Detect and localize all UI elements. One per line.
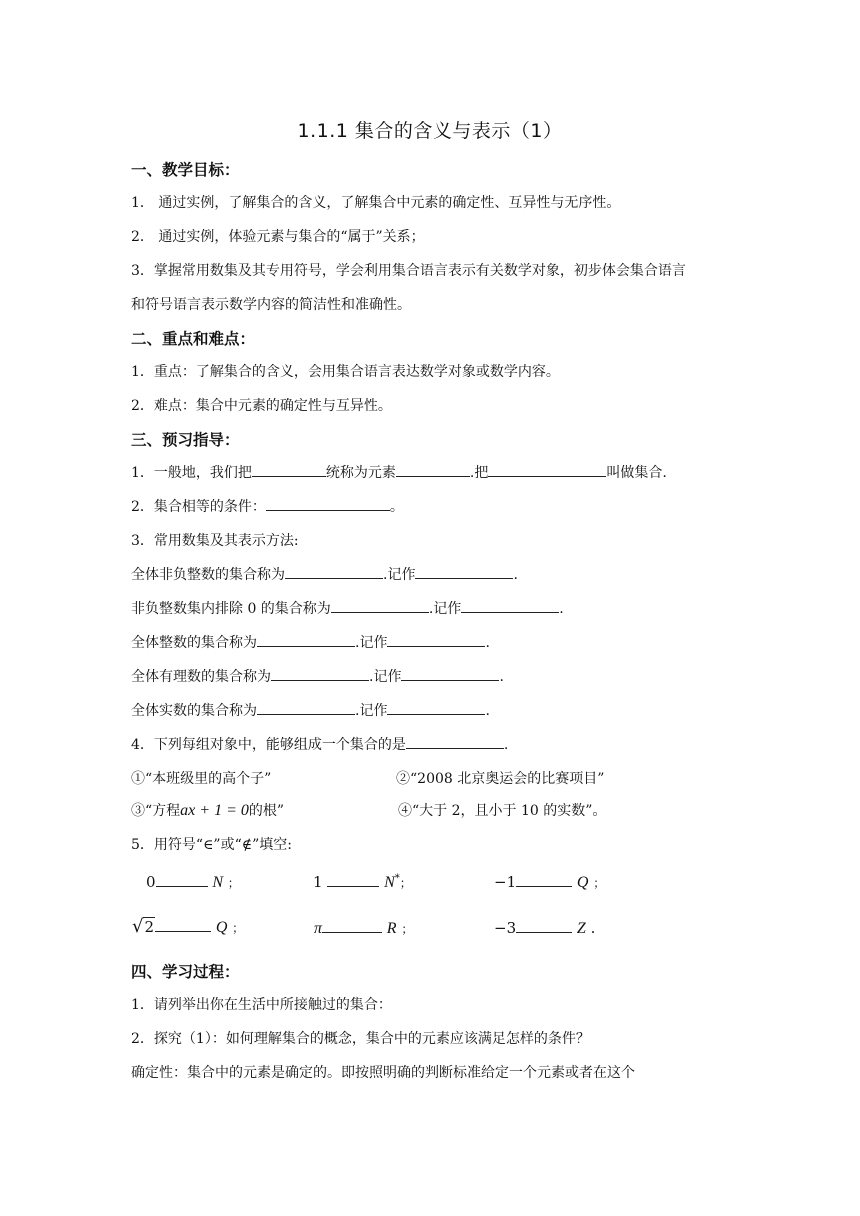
key-point-item-2: 2．难点：集合中元素的确定性与互异性。 <box>131 398 392 414</box>
section-heading-learning-process: 四、学习过程： <box>131 963 240 981</box>
fill-item-neg1-in-Q <box>494 872 605 892</box>
fill-blank[interactable] <box>387 632 485 647</box>
element-value: π <box>314 920 323 937</box>
fill-item-0-in-N <box>146 872 240 892</box>
set-line-text: . <box>485 703 490 719</box>
fill-blank[interactable] <box>257 632 355 647</box>
radical-icon: √ <box>132 916 144 937</box>
set-symbol: Z <box>576 920 586 937</box>
q4-text-a: 4．下列每组对象中，能够组成一个集合的是 <box>131 737 406 753</box>
set-line-text: . <box>499 669 504 685</box>
option-3-text-a: ③“方程 <box>131 803 181 819</box>
q1-text-a: 1．一般地，我们把 <box>131 465 252 481</box>
element-value: −1 <box>494 873 517 891</box>
equation: ax + 1 = 0 <box>180 802 249 819</box>
separator: ； <box>227 876 240 890</box>
fill-blank[interactable] <box>387 700 485 715</box>
fill-blank[interactable] <box>331 598 429 613</box>
sqrt-expression <box>132 916 155 937</box>
fill-blank[interactable] <box>488 462 606 477</box>
q4-text-b: . <box>503 737 509 753</box>
q2-text-b: 。 <box>389 499 404 515</box>
fill-blank[interactable] <box>285 564 383 579</box>
fill-item-sqrt2-in-Q <box>132 916 244 937</box>
option-2: ②“2008 北京奥运会的比赛项目” <box>396 771 605 787</box>
option-1: ①“本班级里的高个子” <box>131 771 272 787</box>
process-item-2: 2．探究（1）：如何理解集合的概念，集合中的元素应该满足怎样的条件？ <box>131 1031 590 1047</box>
fill-blank[interactable] <box>461 598 559 613</box>
objective-item-1: 1． 通过实例，了解集合的含义，了解集合中元素的确定性、互异性与无序性。 <box>131 195 621 211</box>
superscript-star: * <box>394 873 400 884</box>
q1-text-b: 统称为元素 <box>325 465 396 481</box>
fill-blank[interactable] <box>406 734 504 749</box>
element-value: 2 <box>144 918 155 936</box>
q1-text-d: 叫做集合. <box>606 465 667 481</box>
option-3 <box>131 800 284 820</box>
preview-question-4 <box>131 734 508 754</box>
objective-item-2: 2． 通过实例，体验元素与集合的“属于”关系； <box>131 229 425 245</box>
set-line-text: 全体有理数的集合称为 <box>131 669 271 685</box>
option-4: ④“大于 2，且小于 10 的实数”。 <box>398 803 607 819</box>
preview-question-2 <box>131 496 404 516</box>
key-point-item-1: 1．重点：了解集合的含义，会用集合语言表达数学对象或数学内容。 <box>131 364 560 380</box>
element-value: 1 <box>313 873 323 891</box>
separator: ； <box>399 876 412 890</box>
set-line-text: . <box>559 601 564 617</box>
symbol-blank[interactable] <box>327 872 379 887</box>
set-line-integers <box>131 632 490 652</box>
objective-item-3: 3．掌握常用数集及其专用符号，学会利用集合语言表示有关数学对象，初步体会集合语言 <box>131 263 686 279</box>
section-heading-objectives: 一、教学目标： <box>131 161 240 179</box>
set-symbol: N <box>384 874 395 891</box>
q1-text-c: .把 <box>469 465 489 481</box>
fill-blank[interactable] <box>257 700 355 715</box>
set-symbol: N <box>212 874 223 891</box>
set-line-text: 非负整数集内排除 0 的集合称为 <box>131 601 331 617</box>
symbol-blank[interactable] <box>516 918 572 933</box>
set-line-nonneg-integers <box>131 564 518 584</box>
fill-blank[interactable] <box>266 496 390 511</box>
fill-blank[interactable] <box>252 462 326 477</box>
set-line-rationals <box>131 666 504 686</box>
set-symbol: Q <box>215 919 228 936</box>
set-line-text: . <box>513 567 518 583</box>
preview-question-5: 5．用符号“∈”或“∉”填空: <box>131 837 292 853</box>
element-value: 0 <box>146 873 156 891</box>
objective-item-3-cont: 和符号语言表示数学内容的简洁性和准确性。 <box>131 297 411 313</box>
section-heading-key-points: 二、重点和难点： <box>131 330 256 348</box>
fill-blank[interactable] <box>396 462 470 477</box>
set-line-text: .记作 <box>383 567 416 583</box>
process-item-3: 确定性：集合中的元素是确定的。即按照明确的判断标准给定一个元素或者在这个 <box>131 1065 635 1081</box>
symbol-blank[interactable] <box>516 872 572 887</box>
fill-blank[interactable] <box>415 564 513 579</box>
option-3-text-b: 的根” <box>248 803 285 819</box>
set-line-text: .记作 <box>428 601 462 617</box>
preview-question-1 <box>131 462 667 482</box>
separator: ； <box>232 921 245 935</box>
fill-item-neg3-in-Z <box>494 918 595 938</box>
q2-text-a: 2．集合相等的条件： <box>131 499 266 515</box>
fill-blank[interactable] <box>271 666 369 681</box>
section-heading-preview: 三、预习指导： <box>131 431 240 449</box>
separator: ； <box>593 876 606 890</box>
symbol-blank[interactable] <box>156 872 208 887</box>
fill-blank[interactable] <box>401 666 499 681</box>
fill-item-1-in-Nstar <box>313 872 412 892</box>
set-line-text: 全体实数的集合称为 <box>131 703 257 719</box>
separator: ； <box>401 922 414 936</box>
set-line-text: .记作 <box>355 635 388 651</box>
set-line-text: . <box>485 635 490 651</box>
set-line-text: 全体整数的集合称为 <box>131 635 257 651</box>
set-symbol: Q <box>576 874 589 891</box>
element-value: −3 <box>494 919 517 937</box>
process-item-1: 1．请列举出你在生活中所接触过的集合： <box>131 997 392 1013</box>
set-line-text: .记作 <box>355 703 388 719</box>
set-line-text: .记作 <box>369 669 402 685</box>
page-title: 1.1.1 集合的含义与表示（1） <box>297 120 563 142</box>
symbol-blank[interactable] <box>322 918 382 933</box>
preview-question-3: 3．常用数集及其表示方法: <box>131 533 299 549</box>
set-line-text: 全体非负整数的集合称为 <box>131 567 285 583</box>
set-symbol: R <box>386 920 397 937</box>
set-line-positive-integers <box>131 598 564 618</box>
fill-item-pi-in-R <box>314 918 413 938</box>
symbol-blank[interactable] <box>155 917 211 932</box>
set-line-reals <box>131 700 490 720</box>
period: . <box>590 919 596 937</box>
